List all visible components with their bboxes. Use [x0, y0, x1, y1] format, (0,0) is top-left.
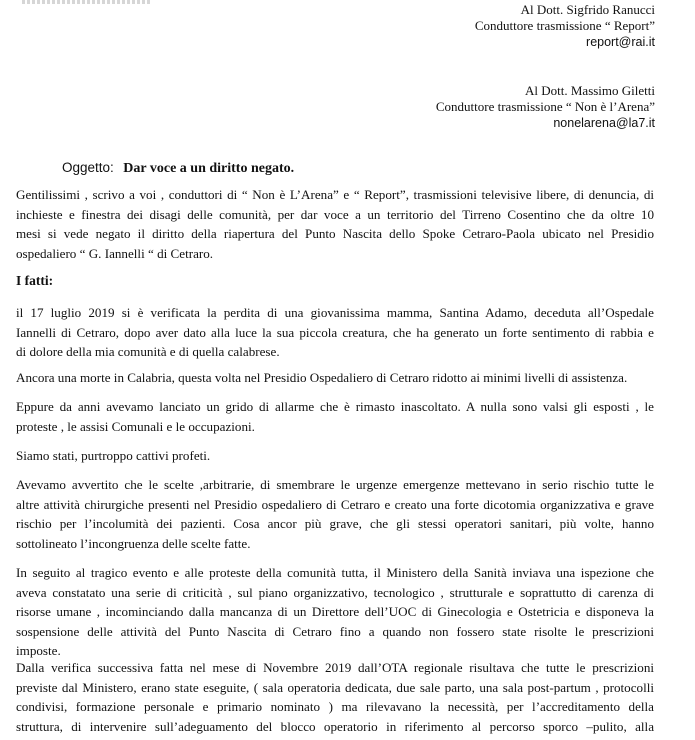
text-line: proteste , le assisi Comunali e le occupazioni.: [16, 418, 255, 434]
text-line: Siamo stati, purtroppo cattivi profeti.: [16, 448, 211, 463]
recipient-block-arena: [436, 83, 655, 131]
text-line: altre attività chirurgiche presenti nel Presidio ospedaliero di Cetraro e creato una forte dicotomia organizzativa e grave: [16, 496, 654, 512]
text-line: di dolore della mia comunità e di quella calabrese.: [16, 344, 280, 359]
facts-paragraph-2: [16, 368, 654, 388]
text-line: sottolineato l’incongruenza delle scelte fatte.: [16, 535, 251, 551]
recipient-name: Al Dott. Massimo Giletti: [525, 83, 655, 98]
recipient-email[interactable]: nonelarena@la7.it: [553, 116, 655, 130]
recipient-email[interactable]: report@rai.it: [586, 35, 655, 49]
text-line: Ancora una morte in Calabria, questa volta nel Presidio Ospedaliero di Cetraro ridotto ai minimi livelli di assistenza.: [16, 370, 628, 385]
text-line: Eppure da anni avevamo lanciato un grido di allarme che è rimasto inascoltato. A nulla sono valsi gli esposti , le: [16, 399, 654, 414]
text-line: risorse umane , incominciando dalla mancanza di un Direttore dell’UOC di Ginecologia e Ostetricia e disponeva la: [16, 604, 654, 619]
text-line: previste dal Ministero, erano state eseguite, ( sala operatoria dedicata, due sale parto, una sala post-partum , protocolli: [16, 679, 654, 695]
recipient-role: Conduttore trasmissione “ Non è l’Arena”: [435, 99, 655, 114]
text-line: imposte.: [16, 643, 61, 658]
facts-paragraph-5: [16, 475, 654, 553]
text-line: In seguito al tragico evento e alle proteste della comunità tutta, il Ministero della Sanità inviava una ispezione che: [16, 565, 654, 580]
text-line: mesi si vede negato il diritto della riapertura del Punto Nascita dello Spoke Cetraro-Paola ubicato nel Presidio: [16, 226, 654, 241]
text-line: rischio per l’incolumità dei pazienti. Cosa ancor più grave, che gli stessi operatori sanitari, più volte, hanno: [16, 516, 654, 531]
recipient-name: Al Dott. Sigfrido Ranucci: [520, 2, 655, 17]
subject-text: Dar voce a un diritto negato.: [123, 161, 295, 176]
scan-edge-line: [22, 0, 152, 4]
text-line: Dalla verifica successiva fatta nel mese di Novembre 2019 dall’OTA regionale risultava che tutte le prescrizioni: [16, 660, 654, 675]
subject-label: Oggetto:: [62, 160, 114, 175]
text-line: Gentilissimi , scrivo a voi , conduttori di “ Non è L’Arena” e “ Report”, trasmissioni televisive libere, di denuncia, di: [16, 187, 654, 202]
facts-paragraph-6: [16, 563, 654, 661]
facts-paragraph-4: [16, 446, 654, 466]
facts-paragraph-7: [16, 658, 654, 736]
facts-heading: I fatti:: [16, 273, 54, 288]
recipient-role: Conduttore trasmissione “ Report”: [474, 18, 655, 33]
text-line: inchieste e finestra dei disagi delle comunità, per dar voce a un territorio del Tirreno Cosentino che da oltre 10: [16, 206, 654, 222]
text-line: Avevamo avvertito che le scelte ,arbitrarie, di smembrare le urgenze emergenze mettevano in serio rischio tutte le: [16, 477, 654, 492]
text-line: il 17 luglio 2019 si è verificata la perdita di una giovanissima mamma, Santina Adamo, deceduta all’Ospedale: [16, 305, 654, 320]
text-line: aveva constatato una serie di criticità , sul piano organizzativo, tecnologico , strutturale e soprattutto di carenza di: [16, 584, 654, 600]
subject-line: [62, 160, 294, 177]
text-line: ospedaliero “ G. Iannelli “ di Cetraro.: [16, 245, 214, 261]
facts-paragraph-3: [16, 397, 654, 436]
text-line: condivisi, formazione personale e primario nominato ) ma rilevavano la necessità, per l’accreditamento della: [16, 699, 654, 714]
facts-paragraph-1: [16, 303, 654, 362]
text-line: sospensione delle attività del Punto Nascita di Cetraro fino a quando non fossero state risolte le prescrizioni: [16, 623, 654, 639]
intro-paragraph: [16, 185, 654, 263]
text-line: Iannelli di Cetraro, dopo aver dato alla luce la sua piccola creatura, che ha generato un forte sentimento di rabbia e: [16, 324, 654, 340]
recipient-block-report: [475, 2, 655, 50]
text-line: struttura, di intervenire sull’adeguamento del blocco operatorio in riferimento al percorso sporco –pulito, alla: [16, 718, 654, 734]
